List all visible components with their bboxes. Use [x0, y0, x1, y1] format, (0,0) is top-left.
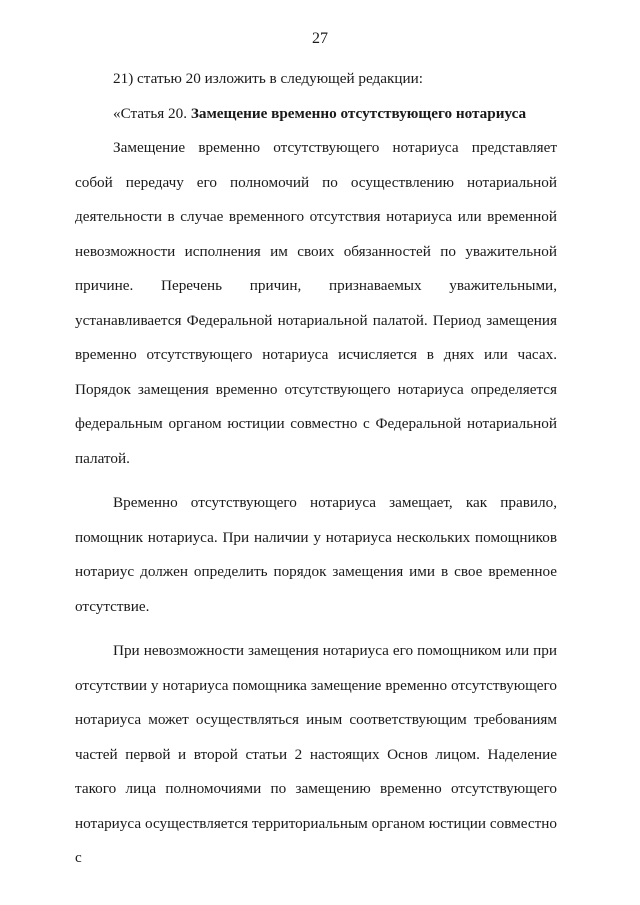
paragraph-2: Временно отсутствующего нотариуса замещает, как правило, помощник нотариуса. При наличии у нотариуса нескольких помощников нотариус должен определить порядок замещения ими в свое временное отсутствие.: [75, 494, 557, 615]
article-prefix: «Статья 20.: [113, 104, 191, 122]
article-title: Замещение временно отсутствующего нотариуса: [190, 104, 527, 122]
page-number: 27: [312, 30, 328, 47]
article-heading: [75, 97, 557, 132]
document-body: [75, 62, 557, 876]
paragraph-gap: [75, 624, 557, 634]
paragraph-3: При невозможности замещения нотариуса его помощником или при отсутствии у нотариуса помощника замещение временно отсутствующего нотариуса может осуществляться иным соответствующим требованиям частей первой и второй статьи 2 настоящих Основ лицом. Наделение такого лица полномочиями по замещению временно отсутствующего нотариуса осуществляется территориальным органом юстиции совместно с: [75, 642, 557, 866]
paragraph-gap: [75, 476, 557, 486]
paragraph-1: Замещение временно отсутствующего нотариуса представляет собой передачу его полномочий по осуществлению нотариальной деятельности в случае временного отсутствия нотариуса или временной невозможности исполнения им своих обязанностей по уважительной причине. Перечень причин, признаваемых уважительными, устанавливается Федеральной нотариальной палатой. Период замещения временно отсутствующего нотариуса исчисляется в днях или часах. Порядок замещения временно отсутствующего нотариуса определяется федеральным органом юстиции совместно с Федеральной нотариальной палатой.: [75, 139, 557, 467]
intro-line: 21) статью 20 изложить в следующей редакции:: [113, 70, 423, 87]
